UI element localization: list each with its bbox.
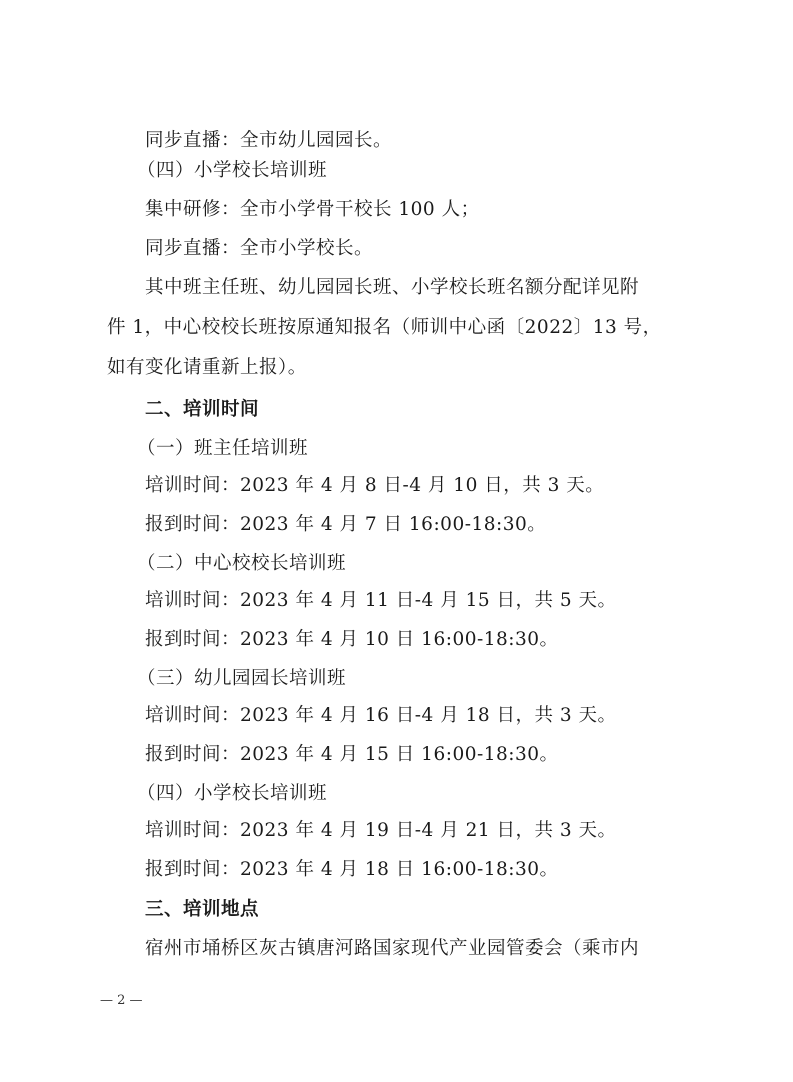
section-subheading: （一）班主任培训班: [137, 438, 309, 459]
text-line: 报到时间：2023 年 4 月 18 日 16:00-18:30。: [145, 859, 559, 880]
text-line: 同步直播：全市小学校长。: [145, 238, 374, 259]
text-line: 报到时间：2023 年 4 月 15 日 16:00-18:30。: [145, 744, 559, 765]
text-line: 培训时间：2023 年 4 月 19 日-4 月 21 日，共 3 天。: [145, 820, 617, 841]
section-subheading: （四）小学校长培训班: [137, 160, 328, 181]
section-subheading: （三）幼儿园园长培训班: [137, 668, 347, 689]
paragraph-line: 件 1，中心校校长班按原通知报名（师训中心函〔2022〕13 号，: [107, 317, 662, 338]
section-subheading: （二）中心校校长培训班: [137, 553, 347, 574]
section-heading: 三、培训地点: [145, 899, 260, 920]
paragraph-line: 如有变化请重新上报）。: [107, 357, 307, 378]
text-line: 培训时间：2023 年 4 月 16 日-4 月 18 日，共 3 天。: [145, 705, 617, 726]
paragraph-line: 宿州市埇桥区灰古镇唐河路国家现代产业园管委会（乘市内: [145, 938, 640, 959]
text-line: 培训时间：2023 年 4 月 11 日-4 月 15 日，共 5 天。: [145, 590, 617, 611]
text-line: 报到时间：2023 年 4 月 7 日 16:00-18:30。: [145, 514, 547, 535]
section-heading: 二、培训时间: [145, 399, 260, 420]
paragraph-line: 其中班主任班、幼儿园园长班、小学校长班名额分配详见附: [145, 277, 640, 298]
text-line: 报到时间：2023 年 4 月 10 日 16:00-18:30。: [145, 629, 559, 650]
section-subheading: （四）小学校长培训班: [137, 783, 328, 804]
text-line: 培训时间：2023 年 4 月 8 日-4 月 10 日，共 3 天。: [145, 475, 605, 496]
text-line: 同步直播：全市幼儿园园长。: [145, 130, 393, 151]
page-number: — 2 —: [100, 993, 143, 1008]
text-line: 集中研修：全市小学骨干校长 100 人；: [145, 199, 480, 220]
